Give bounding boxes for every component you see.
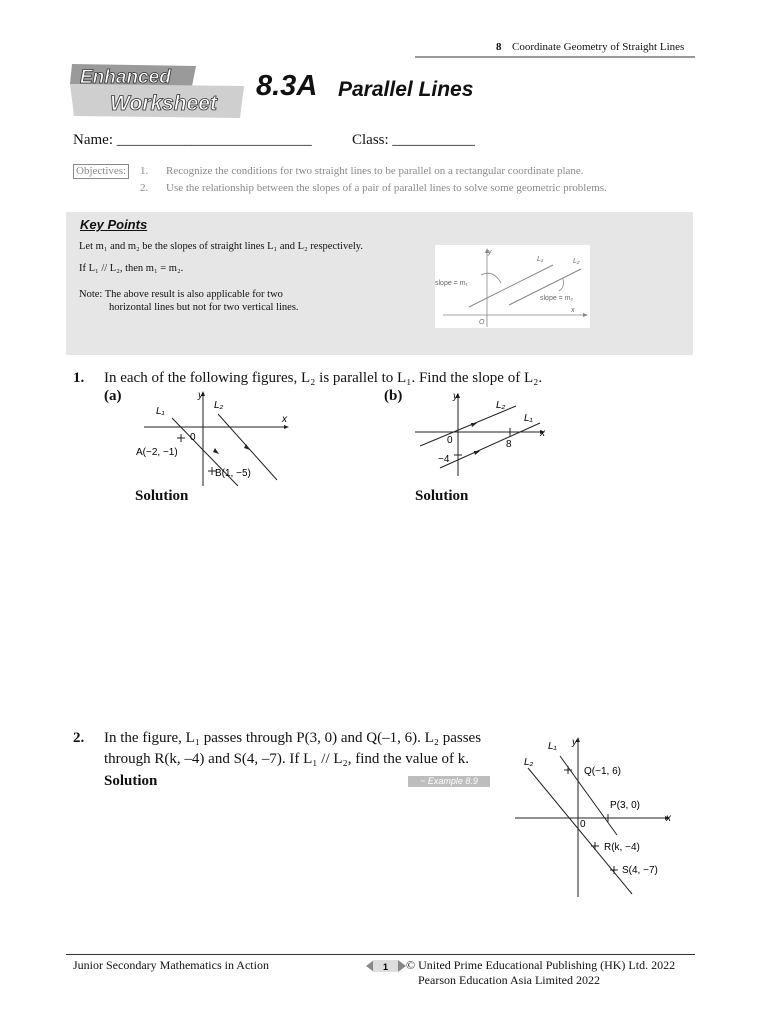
- key-point-note: Note: The above result is also applicable for two: [79, 289, 283, 300]
- fig1b-origin: 0: [447, 435, 453, 446]
- key-points-box: [66, 212, 693, 355]
- fig1a-y-label: y: [198, 390, 203, 401]
- question-text: In the figure, L₁ passes through P(3, 0) and Q(–1, 6). L₂ passes: [104, 730, 482, 746]
- fig2-point-p: P(3, 0): [610, 800, 641, 811]
- question-number: 1.: [73, 370, 85, 386]
- parallel-lines-diagram: [435, 245, 590, 328]
- diagram-slope2-label: slope = m₂: [540, 295, 574, 302]
- objective-number: 2.: [140, 182, 149, 194]
- chapter-title: Coordinate Geometry of Straight Lines: [512, 41, 685, 53]
- fig1a-l1-label: L₁: [156, 406, 165, 417]
- enhanced-worksheet-banner: [66, 62, 244, 120]
- objective-text: Use the relationship between the slopes of a pair of parallel lines to solve some geometric problems.: [166, 182, 607, 194]
- chapter-number: 8: [496, 41, 502, 53]
- fig1a-origin: 0: [190, 432, 196, 443]
- solution-label: Solution: [104, 773, 158, 789]
- fig2-x-label: x: [666, 813, 671, 824]
- fig1a-l2-label: L₂: [214, 400, 224, 411]
- class-field[interactable]: Class: ___________: [352, 132, 475, 148]
- question-number: 2.: [73, 730, 85, 746]
- fig1a-point-a: A(−2, −1): [136, 447, 178, 458]
- question-text: through R(k, –4) and S(4, –7). If L₁ // L₂, find the value of k.: [104, 751, 469, 767]
- fig1b-y-label: y: [453, 391, 458, 402]
- diagram-slope1-label: slope = m₁: [435, 280, 468, 287]
- fig2-y-label: y: [572, 737, 577, 748]
- key-point-text: If L₁ // L₂, then m₁ = m₂.: [79, 263, 184, 274]
- objectives-label: Objectives:: [73, 164, 129, 179]
- diagram-origin-label: O: [479, 319, 485, 326]
- figure-q2: [510, 732, 685, 900]
- figure-1b: [410, 388, 560, 478]
- section-title: Parallel Lines: [338, 78, 474, 101]
- question-text: In each of the following figures, L₂ is parallel to L₁. Find the slope of L₂.: [104, 370, 543, 386]
- footer-book-title: Junior Secondary Mathematics in Action: [73, 958, 269, 972]
- fig1b-x-intercept: 8: [506, 439, 512, 450]
- fig1b-l1-label: L₁: [524, 413, 533, 424]
- subquestion-label-b: (b): [384, 388, 403, 404]
- example-reference-tag[interactable]: ~ Example 8.9: [408, 776, 490, 787]
- solution-label-a: Solution: [135, 488, 189, 504]
- fig2-point-r: R(k, −4): [604, 842, 640, 853]
- page-number: 1: [383, 962, 389, 972]
- banner-line1: Enhanced: [80, 67, 171, 88]
- header-rule: [415, 56, 695, 58]
- objective-number: 1.: [140, 165, 149, 177]
- fig2-point-s: S(4, −7): [622, 865, 658, 876]
- banner-line2: Worksheet: [110, 92, 217, 115]
- fig1b-y-intercept: −4: [438, 454, 450, 465]
- page-number-badge: [366, 959, 406, 973]
- name-field[interactable]: Name: __________________________: [73, 132, 312, 148]
- fig2-l2-label: L₂: [524, 757, 534, 768]
- footer-copyright: Pearson Education Asia Limited 2022: [418, 973, 600, 987]
- diagram-l2-label: L₂: [573, 258, 580, 265]
- fig2-origin: 0: [580, 819, 586, 830]
- fig2-point-q: Q(−1, 6): [584, 766, 621, 777]
- key-point-note: horizontal lines but not for two vertical lines.: [109, 302, 299, 313]
- section-number: 8.3A: [256, 70, 318, 102]
- figure-1a: [134, 388, 294, 488]
- diagram-l1-label: L₁: [537, 256, 544, 263]
- fig1a-x-label: x: [282, 414, 287, 425]
- footer-rule: [66, 954, 695, 955]
- subquestion-label-a: (a): [104, 388, 122, 404]
- diagram-y-label: y: [488, 249, 492, 256]
- fig2-l1-label: L₁: [548, 741, 557, 752]
- fig1a-point-b: B(1, −5): [215, 468, 251, 479]
- footer-copyright: © United Prime Educational Publishing (HK) Ltd. 2022: [406, 958, 676, 972]
- key-points-title: Key Points: [80, 217, 148, 232]
- key-point-text: Let m₁ and m₂ be the slopes of straight lines L₁ and L₂ respectively.: [79, 241, 363, 252]
- fig1b-l2-label: L₂: [496, 400, 506, 411]
- fig1b-x-label: x: [540, 428, 545, 439]
- diagram-x-label: x: [571, 307, 575, 314]
- objective-text: Recognize the conditions for two straight lines to be parallel on a rectangular coordinate plane.: [166, 165, 584, 177]
- solution-label-b: Solution: [415, 488, 469, 504]
